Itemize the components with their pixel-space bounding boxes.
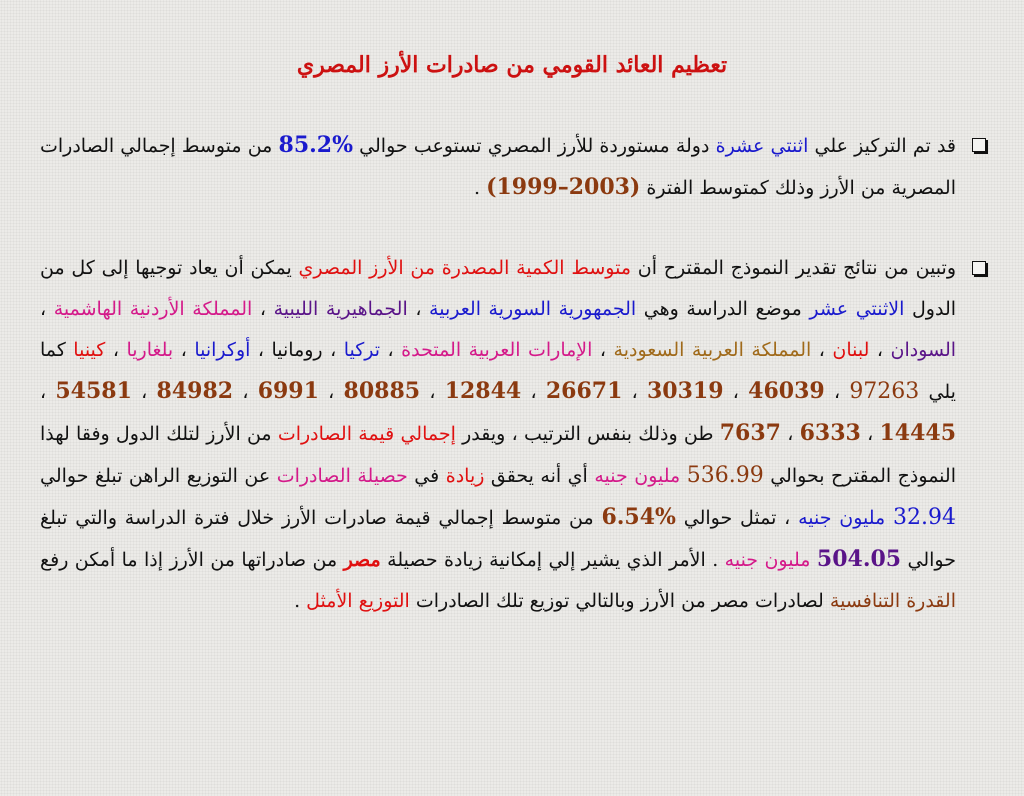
text-run: 6.54% — [601, 504, 676, 530]
text-run: 6991 — [257, 378, 319, 404]
text-run: كينيا — [73, 339, 106, 361]
text-run: . الأمر الذي يشير إلي إمكانية زيادة حصيلة — [380, 549, 725, 571]
text-run: أي أنه يحقق — [484, 465, 595, 487]
text-run: يمكن أن يعاد توجيها إلى كل من الدول — [40, 257, 957, 320]
checkbox-bullet-icon — [972, 261, 986, 275]
text-run: 46039 — [748, 378, 825, 404]
text-run: مصر — [343, 549, 381, 571]
bullet-item-1 — [40, 125, 986, 209]
text-run: مليون جنيه — [594, 465, 681, 487]
text-run: عن التوزيع الراهن تبلغ حوالي — [40, 465, 277, 487]
text-run: ، — [811, 339, 833, 361]
text-run: المملكة العربية السعودية — [613, 339, 812, 361]
text-run: 12844 — [444, 378, 522, 404]
text-run: من الأرز لتلك الدول وفقا لهذا النموذج المقترح بحوالي — [40, 423, 956, 487]
text-run: في — [407, 465, 446, 487]
text-run: 30319 — [647, 378, 724, 404]
text-run: حصيلة الصادرات — [276, 465, 408, 487]
text-run: ، تمثل حوالي — [675, 507, 799, 529]
text-run: ، — [869, 339, 891, 361]
text-run: 32.94 — [893, 505, 956, 530]
text-run: موضع الدراسة وهي — [636, 298, 810, 320]
text-run: الاثنتي عشر — [809, 298, 905, 320]
text-run: من صادراتها من الأرز إذا ما أمكن رفع — [40, 549, 344, 571]
text-run: قد تم التركيز علي — [808, 135, 957, 157]
text-run: 7637 — [719, 420, 781, 446]
text-run: ، — [318, 381, 344, 403]
text-run: ، — [622, 381, 647, 403]
slide-title: تعظيم العائد القومي من صادرات الأرز المصري — [296, 52, 728, 78]
text-run: كما يلي — [40, 339, 956, 403]
text-run: 80885 — [343, 378, 421, 404]
text-run: 26671 — [545, 378, 623, 404]
text-run: ، رومانيا ، — [250, 339, 344, 361]
text-run: 14445 — [879, 420, 957, 446]
text-run: أوكرانيا — [194, 339, 251, 361]
text-run: ، — [380, 339, 402, 361]
text-run: بلغاريا — [126, 339, 174, 361]
text-run: 85.2% — [278, 132, 354, 158]
text-run: ، — [860, 423, 880, 445]
text-run: مليون جنيه — [798, 507, 886, 529]
text-run: التوزيع الأمثل — [306, 590, 410, 612]
text-run: ، — [407, 298, 430, 320]
text-run: 6333 — [799, 420, 861, 446]
text-run: متوسط الكمية المصدرة من الأرز المصري — [298, 257, 632, 279]
bullet-text-2 — [40, 248, 956, 622]
text-run: من متوسط إجمالي الصادرات المصرية من الأرز وذلك كمتوسط الفترة — [40, 135, 956, 199]
text-run: الإمارات العربية المتحدة — [401, 339, 593, 361]
text-run: دولة مستوردة للأرز المصري تستوعب حوالي — [353, 135, 716, 157]
text-run: ، — [420, 381, 445, 403]
text-run: ، — [233, 381, 258, 403]
text-run: ، — [824, 381, 850, 403]
text-run: السودان — [890, 339, 957, 361]
checkbox-bullet-icon — [972, 138, 986, 152]
text-run: الجمهورية السورية العربية — [429, 298, 637, 320]
text-run: ، — [723, 381, 749, 403]
text-run: 504.05 — [816, 546, 902, 572]
text-run: المملكة الأردنية الهاشمية — [53, 298, 253, 320]
text-run: اثنتي عشرة — [715, 135, 809, 157]
text-run: ، — [521, 381, 546, 403]
text-run: 54581 — [55, 378, 132, 404]
text-run: من متوسط إجمالي قيمة صادرات الأرز خلال فترة الدراسة والتي تبلغ حوالي — [40, 507, 956, 571]
text-run: زيادة — [445, 465, 485, 487]
text-run — [885, 507, 893, 529]
text-run: القدرة التنافسية — [829, 590, 956, 612]
text-run: 84982 — [156, 378, 234, 404]
text-run: ، — [105, 339, 127, 361]
text-run: تركيا — [343, 339, 381, 361]
bullet-item-2 — [40, 248, 986, 622]
text-run: ، — [252, 298, 274, 320]
bullet-text-1 — [40, 125, 956, 209]
text-run: ، — [173, 339, 195, 361]
text-run: لبنان — [832, 339, 870, 361]
text-run: مليون جنيه — [724, 549, 811, 571]
text-run: طن وذلك بنفس الترتيب ، ويقدر — [455, 423, 720, 445]
text-run: ، — [131, 381, 157, 403]
text-run: الجماهيرية الليبية — [273, 298, 408, 320]
text-run: . — [294, 590, 307, 612]
text-run: ، — [40, 381, 56, 403]
text-run: 97263 — [849, 379, 920, 404]
text-run: ، — [780, 423, 800, 445]
text-run: لصادرات مصر من الأرز وبالتالي توزيع تلك الصادرات — [409, 590, 830, 612]
text-run: . — [473, 177, 487, 199]
text-run: ، — [592, 339, 614, 361]
text-run: إجمالي قيمة الصادرات — [277, 423, 456, 445]
text-run: (1999–2003) — [486, 174, 641, 200]
text-run: 536.99 — [686, 463, 764, 488]
text-run: وتبين من نتائج تقدير النموذج المقترح أن — [631, 257, 957, 279]
text-run: ، — [40, 298, 54, 320]
